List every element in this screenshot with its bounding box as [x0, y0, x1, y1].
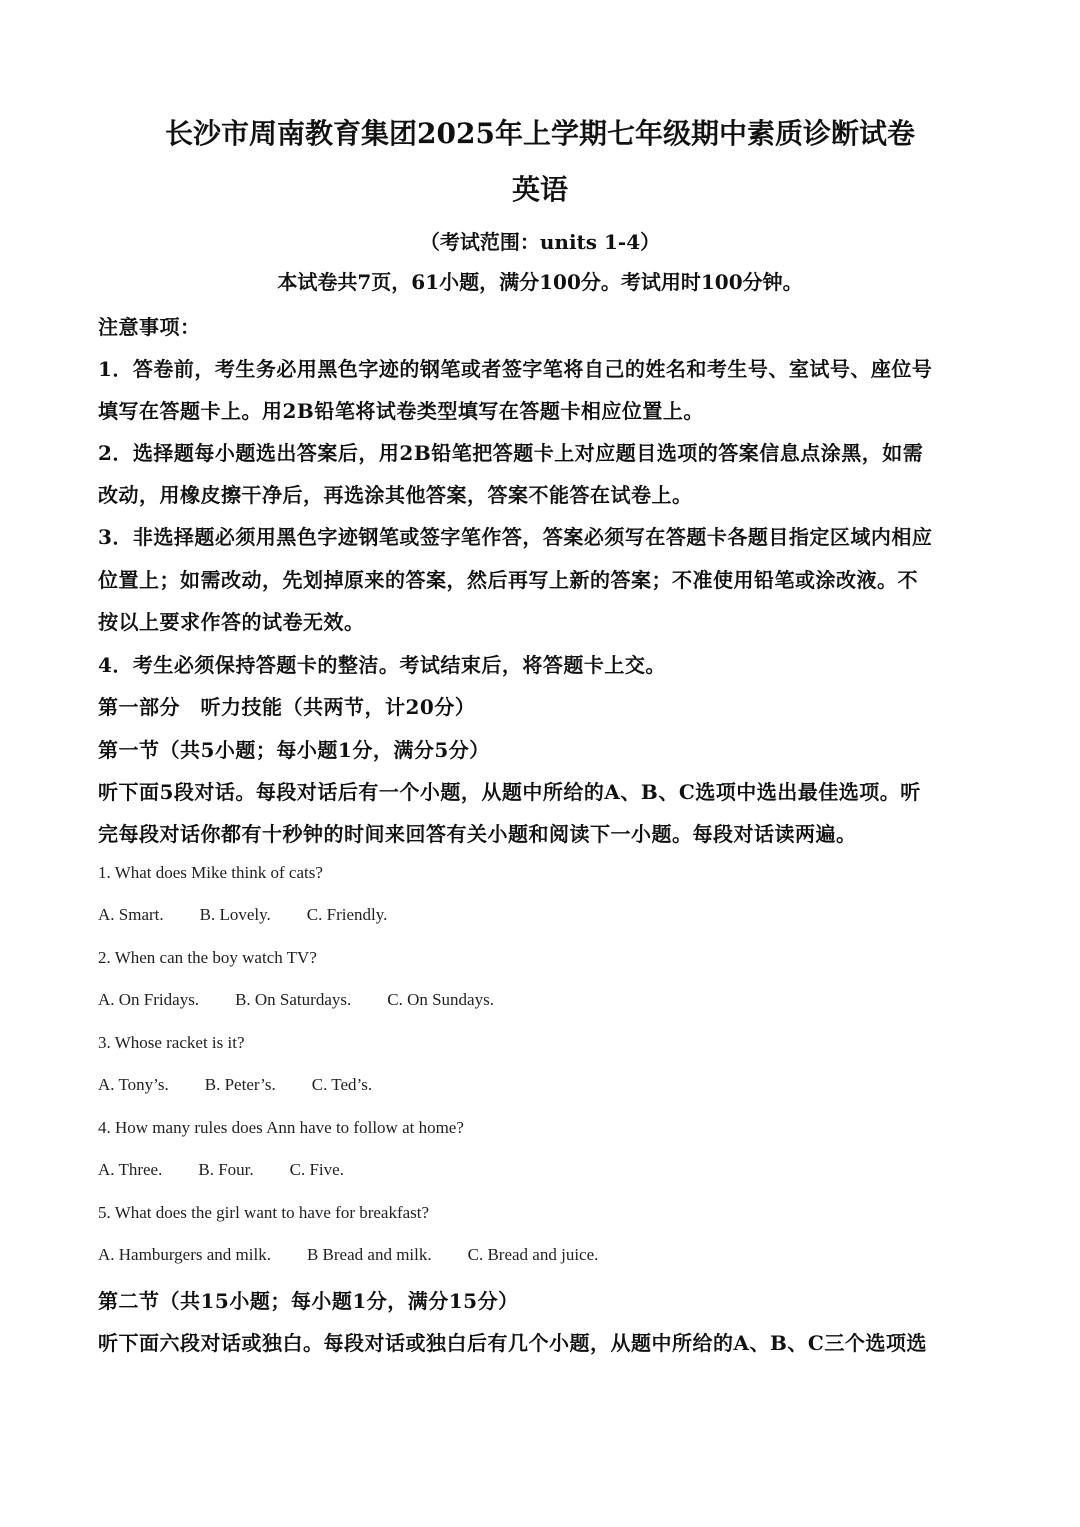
exam-subject: 英语 [511, 173, 568, 206]
notes-line: 位置上；如需改动，先划掉原来的答案，然后再写上新的答案；不准使用铅笔或涂改液。不 [98, 568, 918, 592]
question-stem-1: 1. What does Mike think of cats? [98, 863, 323, 882]
notes-line: 改动，用橡皮擦干净后，再选涂其他答案，答案不能答在试卷上。 [98, 483, 693, 507]
exam-scope: （考试范围：units 1-4） [419, 230, 661, 254]
option-b: B. Lovely. [199, 905, 271, 924]
exam-info: 本试卷共7页，61小题，满分100分。考试用时100分钟。 [277, 270, 803, 294]
option-b: B. Peter’s. [204, 1075, 276, 1094]
option-a: A. Smart. [98, 905, 164, 924]
exam-title: 长沙市周南教育集团2025年上学期七年级期中素质诊断试卷 [165, 117, 915, 150]
question-options-2 [98, 990, 530, 1010]
section2-instruction: 听下面六段对话或独白。每段对话或独白后有几个小题，从题中所给的A、B、C三个选项选 [98, 1331, 927, 1355]
option-c: C. Five. [289, 1160, 344, 1179]
option-c: C. On Sundays. [387, 990, 494, 1009]
notes-line: 2．选择题每小题选出答案后，用2B铅笔把答题卡上对应题目选项的答案信息点涂黑，如需 [98, 441, 924, 465]
option-c: C. Friendly. [306, 905, 388, 924]
option-c: C. Ted’s. [311, 1075, 373, 1094]
notes-line: 3．非选择题必须用黑色字迹钢笔或签字笔作答，答案必须写在答题卡各题目指定区域内相应 [98, 525, 933, 549]
question-stem-5: 5. What does the girl want to have for breakfast? [98, 1203, 430, 1222]
notes-line: 4．考生必须保持答题卡的整洁。考试结束后，将答题卡上交。 [98, 653, 666, 677]
option-c: C. Bread and juice. [467, 1245, 599, 1264]
option-a: A. On Fridays. [98, 990, 200, 1009]
notes-heading: 注意事项： [98, 315, 201, 339]
option-b: B Bread and milk. [306, 1245, 432, 1264]
question-stem-4: 4. How many rules does Ann have to follow at home? [98, 1118, 464, 1137]
question-stem-2: 2. When can the boy watch TV? [98, 948, 317, 967]
notes-line: 1．答卷前，考生务必用黑色字迹的钢笔或者签字笔将自己的姓名和考生号、室试号、座位号 [98, 357, 933, 381]
notes-line: 填写在答题卡上。用2B铅笔将试卷类型填写在答题卡相应位置上。 [98, 399, 704, 423]
question-options-4 [98, 1160, 380, 1180]
question-stem-3: 3. Whose racket is it? [98, 1033, 245, 1052]
option-b: B. Four. [198, 1160, 254, 1179]
option-a: A. Three. [98, 1160, 163, 1179]
section1-instruction: 听下面5段对话。每段对话后有一个小题，从题中所给的A、B、C选项中选出最佳选项。听 [98, 780, 921, 804]
section1-instruction: 完每段对话你都有十秒钟的时间来回答有关小题和阅读下一小题。每段对话读两遍。 [98, 822, 857, 846]
question-options-1 [98, 905, 423, 925]
notes-line: 按以上要求作答的试卷无效。 [98, 610, 365, 634]
question-options-3 [98, 1075, 408, 1095]
section2-heading: 第二节（共15小题；每小题1分，满分15分） [98, 1289, 519, 1313]
question-options-5 [98, 1245, 634, 1265]
section1-heading: 第一节（共5小题；每小题1分，满分5分） [98, 738, 490, 762]
option-b: B. On Saturdays. [235, 990, 352, 1009]
option-a: A. Tony’s. [98, 1075, 169, 1094]
option-a: A. Hamburgers and milk. [98, 1245, 271, 1264]
part1-heading: 第一部分 听力技能（共两节，计20分） [98, 695, 476, 719]
